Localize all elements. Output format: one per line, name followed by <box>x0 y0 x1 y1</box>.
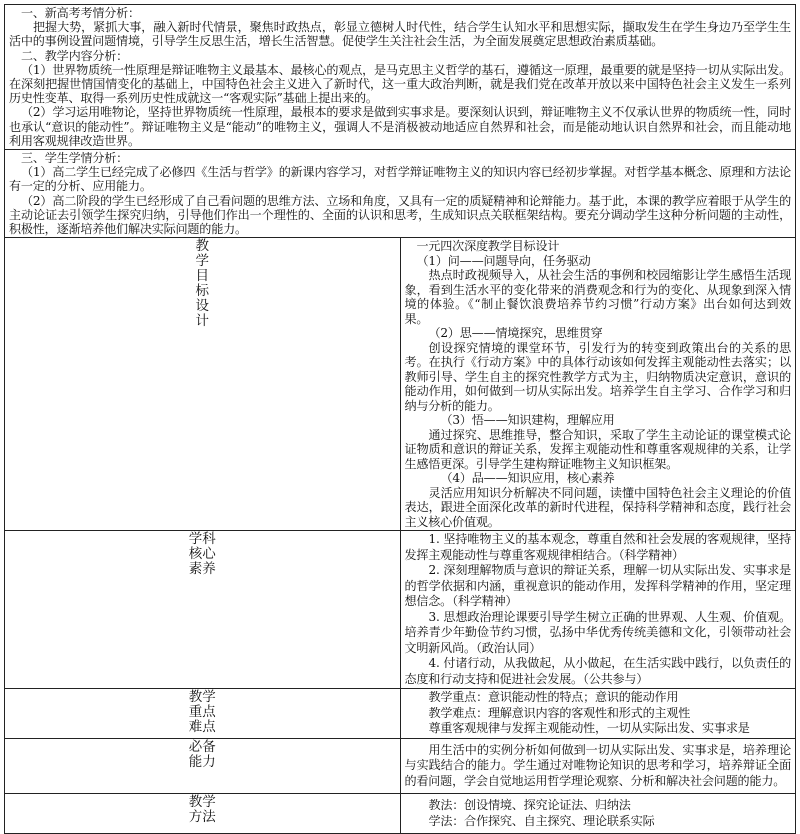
goal-4-title: （4）品——知识应用，核心素养 <box>440 471 615 486</box>
literacy-item-2: 2. 深刻理解物质与意识的辩证关系，理解一切从实际出发、实事求是的哲学依据和内涵，重视意识的能动作用，发挥科学精神的作用，坚定理想信念。（科学精神） <box>404 563 791 609</box>
literacy-item-4: 4. 付诸行动，从我做起，从小做起，在生活实践中践行，以负责任的态度和行动支持和促进社会发展。（公共参与） <box>404 656 791 686</box>
student-analysis-paragraph-2: （2）高二阶段的学生已经形成了自己看问题的思维方法、立场和角度，又具有一定的质疑精神和论辩能力。基于此，本课的教学应着眼于从学生的主动论证去引领学生探究归纳，引导他们作出一个理性的、全面的认识和思考，生成知识点关联框架结构。要充分调动学生这种分析问题的主动性，积极性，逐渐培养他们解决实际问题的能力。 <box>9 193 791 237</box>
exam-analysis-row <box>5 5 796 150</box>
exam-analysis-body: 把握大势，紧抓大事，融入新时代情景，聚焦时政热点，彰显立德树人时代性，结合学生认知水平和思想实际，撷取发生在学生身边乃至学生生活中的事例设置问题情境，引导学生反思生活，增长生活智慧。促使学生关注社会生活，为全面发展奠定思想政治素质基础。 <box>9 20 791 49</box>
key-point-extra: 尊重客观规律与发挥主观能动性，一切从实际出发、实事求是 <box>428 721 750 736</box>
key-point-focus: 教学重点：意识能动性的特点；意识的能动作用 <box>428 690 679 705</box>
goal-2-body: 创设探究情境的课堂环节，引发行为的转变到政策出台的关系的思考。在执行《行动方案》中的具体行动该如何发挥主观能动性去落实；以教师引导、学生自主的探究性教学方式为主，归纳物质决定意识，意识的能动作用，如何做到一切从实际出发。培养学生自主学习、合作学习和归纳与分析的能力。 <box>404 340 791 413</box>
literacy-row <box>5 531 796 689</box>
content-analysis-paragraph-1: （1）世界物质统一性原理是辩证唯物主义最基本、最核心的观点，是马克思主义哲学的基石，遵循这一原理，最重要的就是坚持一切从实际出发。在深刻把握世情国情变化的基础上，中国特色社会主义进入了新时代，这一重大政治判断，就是我们党在改革开放以来中国特色社会主义发生一系列历史性变革、取得一系列历史性成就这一“客观实际”基础上提出来的。 <box>9 62 791 106</box>
literacy-item-1: 1. 坚持唯物主义的基本观念，尊重自然和社会发展的客观规律，坚持发挥主观能动性与尊重客观规律相结合。（科学精神） <box>404 532 791 562</box>
method-label: 教学 方法 <box>5 794 401 834</box>
student-analysis-row <box>5 150 796 238</box>
literacy-cell <box>400 531 796 689</box>
method-teaching: 教法：创设情境、探究论证法、归纳法 <box>428 798 631 813</box>
lesson-plan-table <box>4 4 796 834</box>
key-point-difficulty: 教学难点：理解意识内容的客观性和形式的主观性 <box>428 705 691 720</box>
content-analysis-paragraph-2: （2）学习运用唯物论，坚持世界物质统一性原理，最根本的要求是做到实事求是。要深刻认识到，辩证唯物主义不仅承认世界的物质统一性，同时也承认“意识的能动性”。辩证唯物主义是“能动”的唯物主义，强调人不是消极被动地适应自然界和社会，而是能动地认识自然界和社会，而且能动地利用客观规律改造世界。 <box>9 105 791 148</box>
key-points-label: 教学 重点 难点 <box>5 689 401 739</box>
literacy-label: 学科 核心 素养 <box>5 531 401 689</box>
goals-title: 一元四次深度教学目标设计 <box>416 239 560 254</box>
method-row <box>5 794 796 834</box>
goal-1-title: （1）问——问题导向，任务驱动 <box>416 253 591 268</box>
key-points-row <box>5 689 796 739</box>
student-analysis-heading: 三、学生学情分析： <box>21 151 129 166</box>
student-analysis-cell <box>5 150 796 238</box>
goals-label: 教 学 目 标 设 计 <box>5 238 401 531</box>
goal-3-body: 通过探究、思维推导，整合知识，采取了学生主动论证的课堂模式论证物质和意识的辩证关系，发挥主观能动性和尊重客观规律的关系，让学生感悟更深。引导学生建构辩证唯物主义知识框架。 <box>404 427 791 471</box>
literacy-item-3: 3. 思想政治理论课要引导学生树立正确的世界观、人生观、价值观。培养青少年勤俭节约习惯，弘扬中华优秀传统美德和文化，引领带动社会文明新风尚。（政治认同） <box>404 609 791 655</box>
content-analysis-heading: 二、教学内容分析： <box>21 48 129 63</box>
ability-label: 必备 能力 <box>5 738 401 794</box>
goal-2-title: （2）思——情境探究，思维贯穿 <box>428 326 603 341</box>
goal-4-body: 灵活应用知识分析解决不同问题，读懂中国特色社会主义理论的价值表达，跟进全面深化改革的新时代进程，保持科学精神和态度，践行社会主义核心价值观。 <box>404 485 791 529</box>
ability-row <box>5 738 796 794</box>
method-learning: 学法：合作探究、自主探究、理论联系实际 <box>428 813 655 828</box>
student-analysis-paragraph-1: （1）高二学生已经完成了必修四《生活与哲学》的新课内容学习，对哲学辩证唯物主义的知识内容已经初步掌握。对哲学基本概念、原理和方法论有一定的分析、应用能力。 <box>9 165 791 194</box>
ability-body: 用生活中的实例分析如何做到一切从实际出发、实事求是，培养理论与实践结合的能力。学生通过对唯物论知识的思考和学习，培养辩证全面的看问题，学会自觉地运用哲学理论观察、分析和解决社会问题的能力。 <box>404 742 791 788</box>
goal-3-title: （3）悟——知识建构，理解应用 <box>440 413 615 428</box>
goal-1-body: 热点时政视频导入，从社会生活的事例和校园缩影让学生感悟生活现象，看到生活水平的变化带来的消费观念和行为的变化、从现象到深入情境的体验。《“制止餐饮浪费培养节约习惯”行动方案》出台如何达到效果。 <box>404 268 791 326</box>
key-points-cell <box>400 689 796 739</box>
goals-row <box>5 238 796 531</box>
exam-analysis-heading: 一、新高考考情分析： <box>21 6 140 20</box>
method-cell <box>400 794 796 834</box>
exam-analysis-cell <box>5 5 796 150</box>
ability-cell <box>400 738 796 794</box>
goals-cell <box>400 238 796 531</box>
